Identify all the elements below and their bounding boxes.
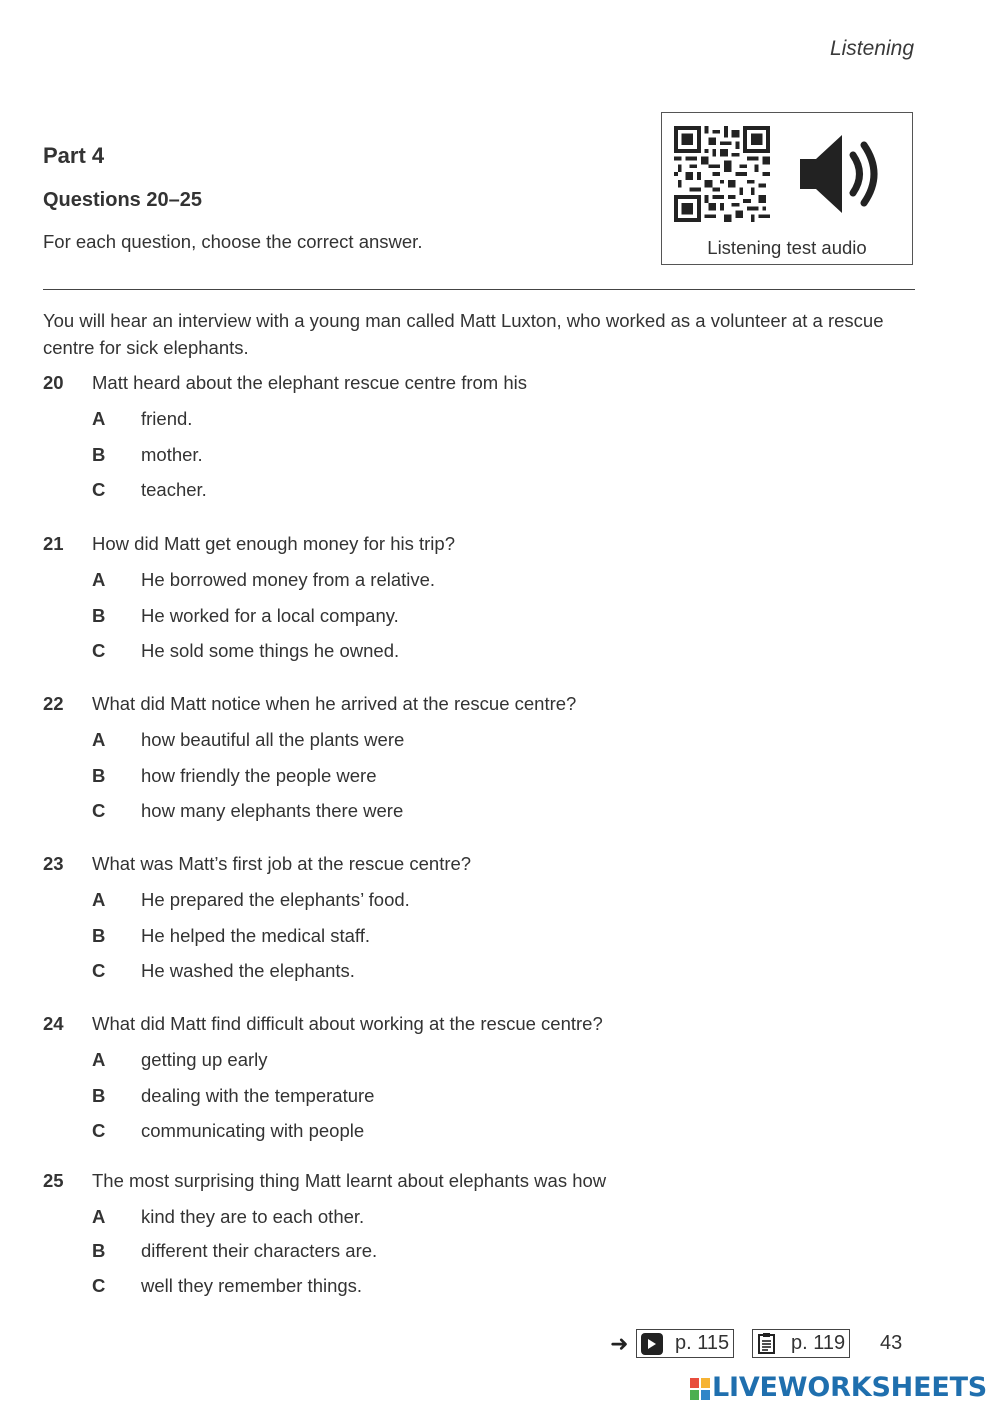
option-24-b[interactable] xyxy=(92,1085,912,1109)
intro-text: You will hear an interview with a young man called Matt Luxton, who worked as a volunteer at a rescue centre for sick elephants. xyxy=(43,310,884,358)
option-text: getting up early xyxy=(141,1049,268,1070)
question-number: 25 xyxy=(43,1170,64,1191)
option-letter: B xyxy=(92,765,106,786)
option-25-a[interactable] xyxy=(92,1206,912,1230)
option-20-a[interactable] xyxy=(92,408,912,432)
option-text: He sold some things he owned. xyxy=(141,640,400,661)
option-letter: B xyxy=(92,1085,106,1106)
option-text: how friendly the people were xyxy=(141,765,377,786)
question-number: 22 xyxy=(43,693,64,714)
option-letter: C xyxy=(92,479,106,500)
question-text: What did Matt find difficult about working at the rescue centre? xyxy=(92,1013,603,1034)
audio-script-reference[interactable] xyxy=(636,1329,734,1358)
option-text: communicating with people xyxy=(141,1120,365,1141)
document-icon xyxy=(757,1333,777,1355)
option-25-b[interactable] xyxy=(92,1240,912,1264)
transcript-ref-text: p. 119 xyxy=(791,1332,846,1354)
option-21-a[interactable] xyxy=(92,569,912,593)
option-text: He washed the elephants. xyxy=(141,960,355,981)
option-letter: A xyxy=(92,889,106,910)
divider xyxy=(43,289,915,290)
option-22-a[interactable] xyxy=(92,729,912,753)
watermark-text: LIVEWORKSHEETS xyxy=(712,1372,988,1403)
option-text: how many elephants there were xyxy=(141,800,404,821)
question-text: What did Matt notice when he arrived at the rescue centre? xyxy=(92,693,577,714)
audio-ref-text: p. 115 xyxy=(675,1332,730,1354)
option-21-b[interactable] xyxy=(92,605,912,629)
question-text: The most surprising thing Matt learnt about elephants was how xyxy=(92,1170,607,1191)
option-text: how beautiful all the plants were xyxy=(141,729,405,750)
option-letter: C xyxy=(92,800,106,821)
question-text: Matt heard about the elephant rescue centre from his xyxy=(92,372,528,393)
option-25-c[interactable] xyxy=(92,1275,912,1299)
transcript-reference[interactable] xyxy=(752,1329,850,1358)
speaker-icon[interactable] xyxy=(798,133,884,215)
option-text: He prepared the elephants’ food. xyxy=(141,889,410,910)
question-number: 24 xyxy=(43,1013,64,1034)
part-title: Part 4 xyxy=(43,143,105,168)
option-letter: A xyxy=(92,569,106,590)
option-23-b[interactable] xyxy=(92,925,912,949)
option-text: He worked for a local company. xyxy=(141,605,399,626)
option-text: He borrowed money from a relative. xyxy=(141,569,436,590)
option-text: He helped the medical staff. xyxy=(141,925,370,946)
instruction: For each question, choose the correct answer. xyxy=(43,231,423,252)
option-text: different their characters are. xyxy=(141,1240,378,1261)
option-20-b[interactable] xyxy=(92,444,912,468)
option-text: kind they are to each other. xyxy=(141,1206,365,1227)
option-24-a[interactable] xyxy=(92,1049,912,1073)
option-20-c[interactable] xyxy=(92,479,912,503)
running-head: Listening xyxy=(829,37,914,60)
question-text: How did Matt get enough money for his trip? xyxy=(92,533,455,554)
option-23-c[interactable] xyxy=(92,960,912,984)
option-text: dealing with the temperature xyxy=(141,1085,375,1106)
question-text: What was Matt’s first job at the rescue centre? xyxy=(92,853,472,874)
liveworksheets-logo-icon xyxy=(690,1378,710,1400)
option-letter: C xyxy=(92,960,106,981)
option-letter: B xyxy=(92,925,106,946)
question-number: 23 xyxy=(43,853,64,874)
question-number: 20 xyxy=(43,372,64,393)
option-text: mother. xyxy=(141,444,203,465)
page-number: 43 xyxy=(880,1332,903,1354)
audio-track-icon xyxy=(641,1333,663,1355)
option-text: well they remember things. xyxy=(141,1275,363,1296)
qr-code-icon[interactable] xyxy=(674,125,770,223)
option-letter: B xyxy=(92,444,106,465)
option-24-c[interactable] xyxy=(92,1120,912,1144)
option-letter: A xyxy=(92,408,106,429)
option-text: friend. xyxy=(141,408,193,429)
question-number: 21 xyxy=(43,533,64,554)
option-letter: C xyxy=(92,1275,106,1296)
option-22-c[interactable] xyxy=(92,800,912,824)
questions-range: Questions 20–25 xyxy=(43,189,202,211)
audio-box[interactable] xyxy=(661,112,913,265)
arrow-right-icon: ➜ xyxy=(610,1331,629,1356)
option-22-b[interactable] xyxy=(92,765,912,789)
audio-label: Listening test audio xyxy=(707,237,867,258)
option-letter: A xyxy=(92,729,106,750)
option-21-c[interactable] xyxy=(92,640,912,664)
option-23-a[interactable] xyxy=(92,889,912,913)
option-text: teacher. xyxy=(141,479,207,500)
option-letter: A xyxy=(92,1049,106,1070)
option-letter: B xyxy=(92,605,106,626)
option-letter: A xyxy=(92,1206,106,1227)
option-letter: C xyxy=(92,640,106,661)
option-letter: B xyxy=(92,1240,106,1261)
option-letter: C xyxy=(92,1120,106,1141)
